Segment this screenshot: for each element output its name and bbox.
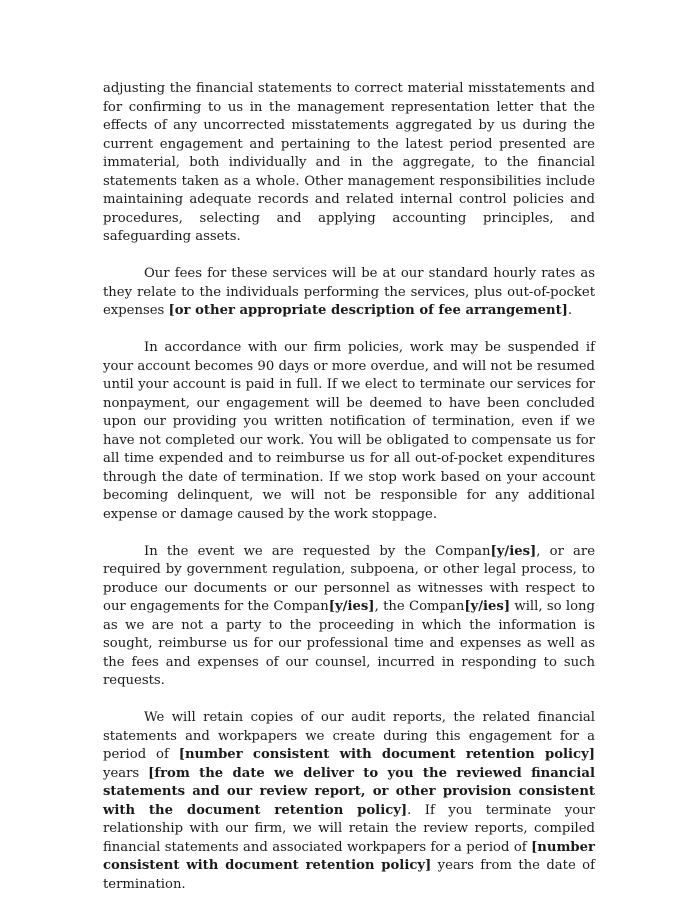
paragraph-1 [103, 80, 595, 247]
paragraph-4 [103, 543, 595, 691]
body-text: . If you terminate your relationship with our firm, we will retain the review reports, compiled financial statements and associated workpapers for a period of [103, 802, 595, 855]
body-text: We will retain copies of our audit reports, the related financial statements and workpapers we create during this engagement for a period of [103, 710, 595, 762]
paragraph-3 [103, 339, 595, 524]
body-text: , the Compan [374, 599, 465, 614]
body-text: years [103, 765, 149, 781]
body-text: years from the date of termination. [103, 858, 595, 892]
body-text: In accordance with our firm policies, work may be suspended if your account becomes 90 days or more overdue, and will not be resumed until your account is paid in full. If we elect to terminate our services for nonpayment, our engagement will be deemed to have been concluded upon our providing you written notification of termination, even if we have not completed our work. You will be obligated to compensate us for all time expended and to reimburse us for all out-of-pocket expenditures through the date of termination. If we stop work based on your account becoming delinquent, we will not be responsible for any additional expense or damage caused by the work stoppage. [103, 340, 595, 522]
bold-placeholder-text: [number consistent with document retention policy] [103, 839, 595, 873]
body-text: adjusting the financial statements to correct material misstatements and for confirming to us in the management representation letter that the effects of any uncorrected misstatements aggregated by us during the current engagement and pertaining to the latest period presented are immaterial, both individually and in the aggregate, to the financial statements taken as a whole. Other management responsibilities include maintaining adequate records and related internal control policies and procedures, selecting and applying accounting principles, and safeguarding assets. [103, 81, 595, 244]
bold-placeholder-text: [or other appropriate description of fee arrangement] [168, 303, 568, 318]
paragraph-2 [103, 265, 595, 321]
bold-placeholder-text: [y/ies] [490, 543, 537, 559]
bold-placeholder-text: [from the date we deliver to you the reviewed financial statements and our review report, or other provision consistent with the document retention policy] [103, 765, 595, 818]
body-text: In the event we are requested by the Compan [144, 543, 491, 559]
body-text: Our fees for these services will be at our standard hourly rates as they relate to the individuals performing the services, plus out-of-pocket expenses [103, 266, 595, 318]
bold-placeholder-text: [y/ies] [328, 599, 375, 614]
bold-placeholder-text: [y/ies] [464, 599, 511, 614]
paragraph-5 [103, 709, 595, 894]
document-body [103, 80, 595, 913]
bold-placeholder-text: [number consistent with document retention policy] [178, 747, 595, 762]
body-text: will, so long as we are not a party to the proceeding in which the information is sought, reimburse us for our professional time and expenses as well as the fees and expenses of our counsel, incurred in responding to such requests. [103, 599, 595, 688]
body-text: , or are required by government regulation, subpoena, or other legal process, to produce our documents or our personnel as witnesses with respect to our engagements for the Compan [103, 543, 596, 614]
body-text: . [567, 303, 573, 318]
